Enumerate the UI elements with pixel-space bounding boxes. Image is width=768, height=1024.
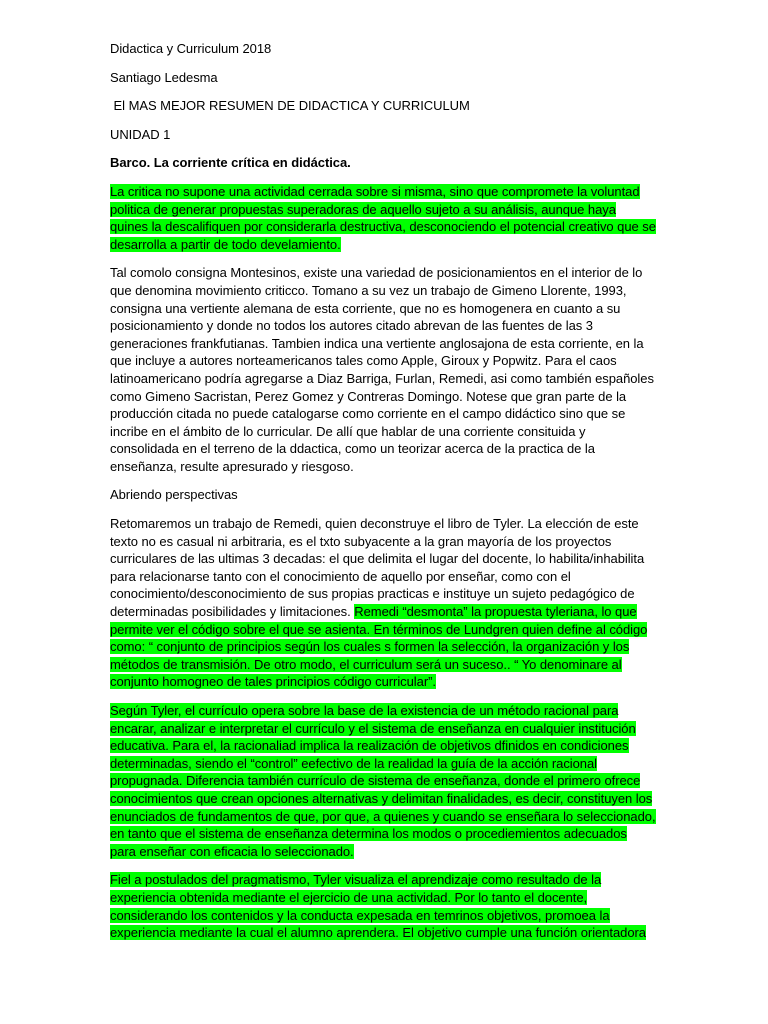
paragraph-critica — [110, 183, 656, 253]
paragraph-montesinos: Tal comolo consigna Montesinos, existe una variedad de posicionamientos en el interior de lo que denomina movimiento criticco. Tomano a su vez un trabajo de Gimeno Llorente, 1993, consigna una vertiente alemana de esta corriente, que no es homogenera en cuanto a su posicionamiento y donde no todos los autores citado abrevan de las fuentes de las 3 generaciones frankfutianas. Tambien indica una vertiente anglosajona de esta corriente, en la que incluye a autores norteamericanos tales como Apple, Giroux y Popwitz. Para el caos latinoamericano podría agregarse a Diaz Barriga, Furlan, Remedi, asi como también españoles como Gimeno Sacristan, Perez Gomez y Contreras Domingo. Notese que gran parte de la producción citada no puede catalogarse como corriente en el campo didáctico sino que se incribe en el ámbito de lo curricular. De allí que hablar de una corriente consituida y consolidada en el terreno de la ddactica, como un teorizar acerca de la practica de la enseñanza, resulte apresurado y riesgoso. — [110, 265, 654, 474]
highlighted-text: Fiel a postulados del pragmatismo, Tyler visualiza el aprendizaje como resultado de la experiencia obtenida mediante el ejercicio de una actividad. Por lo tanto el docente, considerando los contenidos y la conducta expesada en temrinos objetivos, promoea la experiencia mediante la cual el alumno aprendera. El objetivo cumple una función orientadora — [110, 872, 646, 941]
header-course: Didactica y Curriculum 2018 — [110, 41, 272, 56]
subheading-perspectivas: Abriendo perspectivas — [110, 487, 238, 503]
paragraph-remedi — [110, 515, 656, 691]
paragraph-pragmatismo — [110, 871, 656, 941]
header-title: El MAS MEJOR RESUMEN DE DIDACTICA Y CURRICULUM — [110, 98, 470, 114]
unit-label: UNIDAD 1 — [110, 126, 171, 142]
paragraph-tyler — [110, 702, 656, 860]
plain-text: Retomaremos un trabajo de Remedi, quien deconstruye el libro de Tyler. La elección de este texto no es casual ni arbitraria, es el txto subyacente a la gran mayoría de los proyectos curriculares de las ultimas 3 decadas: el que delimita el lugar del docente, lo habilita/inhabilita para relacionarse tanto con el conocimiento de aquello por enseñar, como con el conocimiento/desconocimiento de sus propias practicas e instituye un sujeto pedagógico de determinadas posibilidades y limitaciones. — [110, 516, 645, 620]
section-title: Barco. La corriente crítica en didáctica. — [110, 155, 351, 171]
header-author: Santiago Ledesma — [110, 69, 218, 85]
highlighted-text: La critica no supone una actividad cerrada sobre si misma, sino que compromete la voluntad politica de generar propuestas superadoras de aquello sujeto a su análisis, aunque haya quines la descalifiquen por considerarla destructiva, desconociendo el potencial creativo que se desarrolla a partir de todo develamiento. — [110, 183, 656, 252]
highlighted-text: Remedi “desmonta” la propuesta tyleriana, lo que permite ver el código sobre el que se asienta. En términos de Lundgren quien define al código como: “ conjunto de principios según los cuales s formen la selección, la organización y los métodos de transmisión. De otro modo, el curriculum será un suceso.. “ Yo denominare al conjunto homogneo de tales principios código curricular”. — [110, 604, 648, 690]
highlighted-text: Según Tyler, el currículo opera sobre la base de la existencia de un método racional para encarar, analizar e interpretar el currículo y el sistema de enseñanza en cualquier institución educativa. Para el, la racionaliad implica la realización de objetivos dfinidos en condiciones determinadas, siendo el “control” eefectivo de la realidad la guía de la acción racional propugnada. Diferencia también currículo de sistema de enseñanza, donde el primero ofrece conocimientos que crean opciones alternativas y delimitan finalidades, es decir, constituyen los enunciados de fundamentos de que, por que, a quienes y cuando se enseñara lo seleccionado, en tanto que el sistema de enseñanza determina los modos o procediemientos adecuados para enseñar con eficacia lo seleccionado. — [110, 703, 656, 859]
